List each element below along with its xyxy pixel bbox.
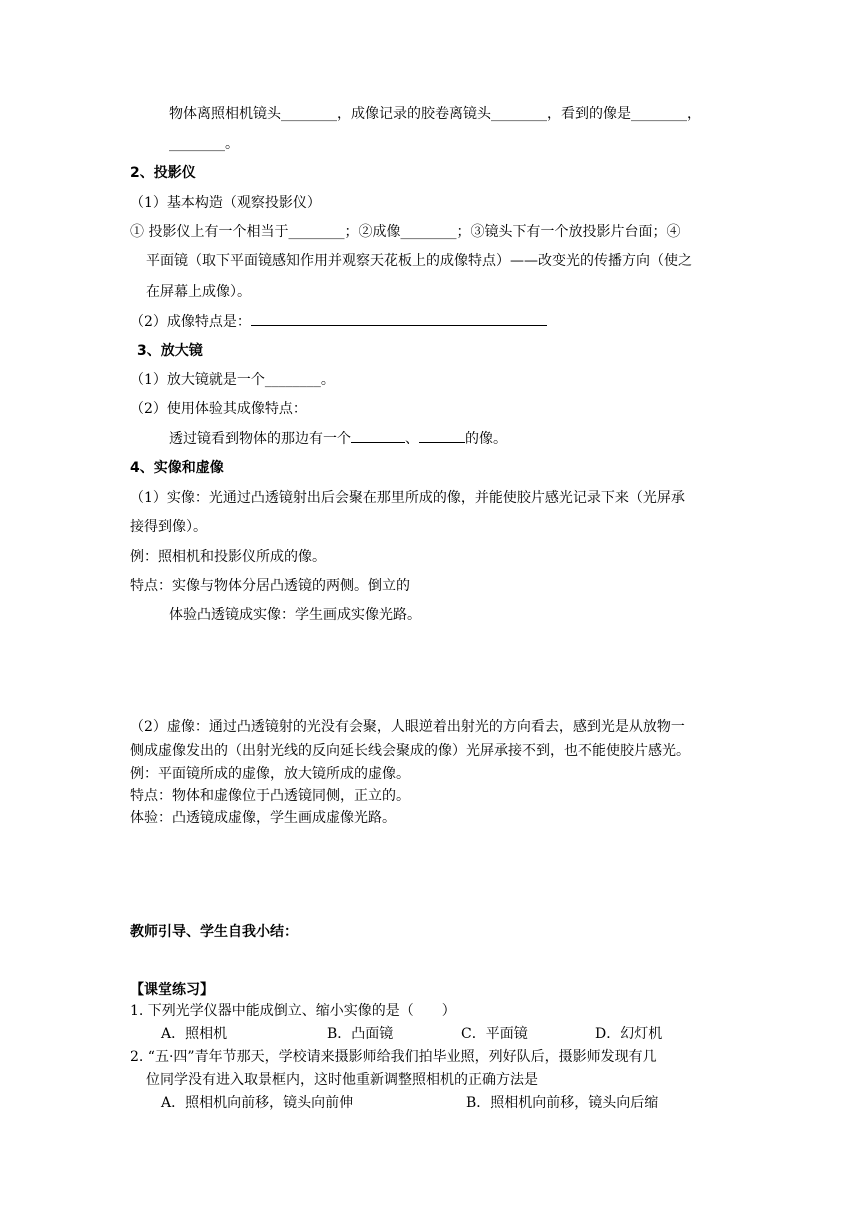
option-a: A．照相机 [161,1026,228,1042]
text-line: 平面镜（取下平面镜感知作用并观察天花板上的成像特点）——改变光的传播方向（使之 [146,253,692,269]
text-line: （1）实像：光通过凸透镜射出后会聚在那里所成的像，并能使胶片感光记录下来（光屏承 [130,490,685,506]
option-d: D．幻灯机 [595,1026,663,1042]
section-heading: 2、投影仪 [130,165,196,181]
text-line: ________。 [169,136,239,152]
text-line: （1）放大镜就是一个________。 [130,372,335,388]
section-heading: 3、放大镜 [137,343,203,359]
text-line: ① 投影仪上有一个相当于________；②成像________；③镜头下有一个放投影片台面；④ [130,224,681,240]
text-line: 特点：实像与物体分居凸透镜的两侧。倒立的 [130,578,410,594]
text-line: 接得到像）。 [130,519,207,535]
text-segment: 、 [405,431,419,447]
section-heading: 4、实像和虚像 [130,460,224,476]
text-line: 物体离照相机镜头________，成像记录的胶卷离镜头________，看到的像是________， [169,106,701,122]
text-line: 侧成虚像发出的（出射光线的反向延长线会聚成的像）光屏承接不到，也不能使胶片感光。 [130,743,690,759]
answer-blank [351,428,405,443]
answer-blank [419,428,465,443]
text-line: 例：照相机和投影仪所成的像。 [130,549,326,565]
text-line: 体验凸透镜成实像：学生画成实像光路。 [169,607,421,623]
option-a: A．照相机向前移，镜头向前伸 [161,1095,354,1111]
summary-heading: 教师引导、学生自我小结： [130,924,298,940]
text-line: 体验：凸透镜成虚像，学生画成虚像光路。 [130,810,396,826]
text-segment: 的像。 [465,431,507,447]
question-2: 2. “五·四”青年节那天，学校请来摄影师给我们拍毕业照，列好队后，摄影师发现有几 [130,1049,657,1065]
text-segment: 透过镜看到物体的那边有一个 [169,431,351,447]
text-line: 特点：物体和虚像位于凸透镜同侧，正立的。 [130,788,410,804]
answer-blank [251,311,547,326]
option-c: C．平面镜 [461,1026,528,1042]
text-line: 在屏幕上成像）。 [146,284,251,300]
text-line [130,311,547,332]
option-b: B．凸面镜 [327,1026,394,1042]
question-2-cont: 位同学没有进入取景框内，这时他重新调整照相机的正确方法是 [146,1072,538,1088]
text-line: （1）基本构造（观察投影仪） [130,195,321,211]
question-1: 1. 下列光学仪器中能成倒立、缩小实像的是（ ） [130,1003,456,1019]
text-line: 例：平面镜所成的虚像，放大镜所成的虚像。 [130,766,410,782]
label: （2）成像特点是： [130,314,251,330]
text-line [169,428,507,449]
text-line: （2）虚像：通过凸透镜射的光没有会聚，人眼逆着出射光的方向看去，感到光是从放物一 [130,719,685,735]
text-line: （2）使用体验其成像特点： [130,401,307,417]
practice-heading: 【课堂练习】 [130,982,214,998]
option-b: B．照相机向前移，镜头向后缩 [466,1095,659,1111]
